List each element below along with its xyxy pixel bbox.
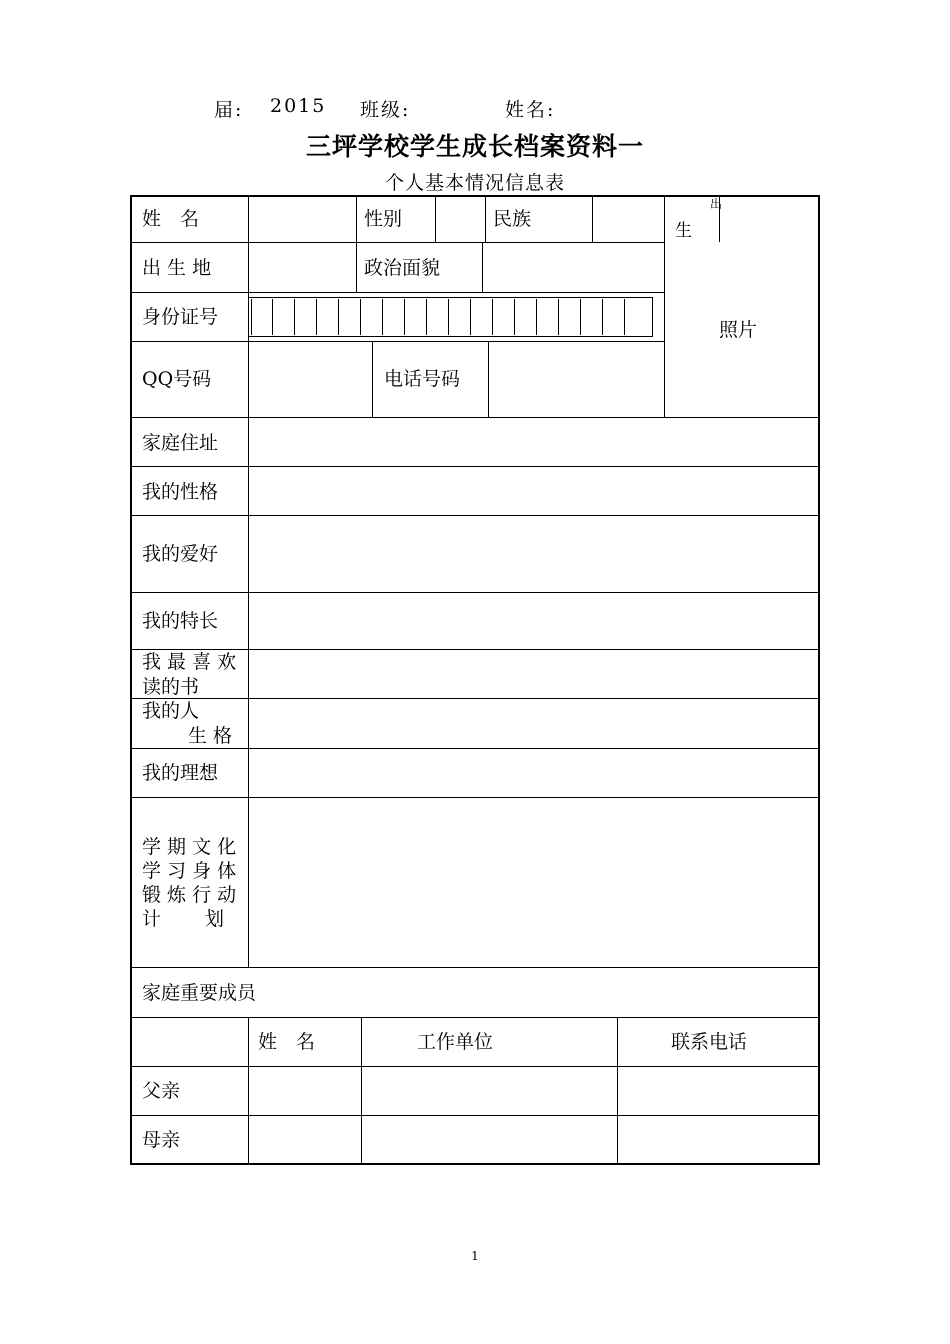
birthplace-label: 出 生 地 — [142, 257, 212, 279]
student-info-form — [130, 195, 820, 1165]
favorite-book-label-1: 我 最 喜 欢 — [142, 651, 237, 673]
favorite-book-label-2: 读的书 — [142, 676, 200, 698]
id-digit-box — [294, 299, 295, 335]
id-digit-box — [536, 299, 537, 335]
row-line — [130, 292, 664, 293]
cell-divider — [361, 1017, 362, 1165]
id-digit-box — [470, 299, 471, 335]
cell-divider — [485, 195, 486, 242]
row-line — [130, 592, 820, 593]
ethnicity-label: 民族 — [493, 208, 532, 230]
cell-divider — [592, 195, 593, 242]
id-digit-box — [404, 299, 405, 335]
plan-label-4: 计 划 — [142, 908, 225, 930]
ideal-label: 我的理想 — [142, 762, 219, 784]
cell-divider — [488, 341, 489, 417]
row-line — [130, 417, 820, 418]
cell-divider — [356, 195, 357, 242]
page-number: 1 — [471, 1249, 479, 1263]
row-line — [130, 967, 820, 968]
motto-label-1: 我的人 — [142, 700, 200, 722]
document-title: 三坪学校学生成长档案资料一 — [305, 132, 644, 161]
cell-divider — [372, 341, 373, 417]
father-label: 父亲 — [142, 1080, 181, 1102]
id-digit-box — [316, 299, 317, 335]
mother-label: 母亲 — [142, 1129, 181, 1151]
cell-divider — [482, 242, 483, 292]
birth-label-top: 出 — [710, 197, 723, 211]
plan-label-2: 学 习 身 体 — [142, 860, 237, 882]
id-digit-box — [426, 299, 427, 335]
id-digit-box — [251, 299, 252, 335]
row-line — [130, 341, 664, 342]
id-digit-box — [448, 299, 449, 335]
motto-label-2: 生 格 — [188, 725, 233, 747]
row-line — [130, 515, 820, 516]
row-line — [130, 797, 820, 798]
label-column-divider — [248, 1017, 249, 1165]
row-line — [130, 1115, 820, 1116]
id-digit-box — [580, 299, 581, 335]
id-digit-box — [272, 299, 273, 335]
qq-label: QQ号码 — [142, 368, 212, 390]
id-digit-box — [558, 299, 559, 335]
session-year: 2015 — [270, 95, 327, 117]
phone-label: 电话号码 — [384, 368, 461, 390]
gender-label: 性别 — [364, 208, 403, 230]
id-digit-box — [492, 299, 493, 335]
id-digit-box — [382, 299, 383, 335]
specialty-label: 我的特长 — [142, 610, 219, 632]
cell-divider — [617, 1017, 618, 1165]
address-label: 家庭住址 — [142, 432, 219, 454]
photo-label: 照片 — [719, 319, 758, 341]
row-line — [130, 698, 820, 699]
hobby-label: 我的爱好 — [142, 543, 219, 565]
row-line — [130, 748, 820, 749]
id-digit-box — [514, 299, 515, 335]
row-line — [130, 1066, 820, 1067]
id-digit-box — [360, 299, 361, 335]
photo-column-divider — [664, 195, 665, 417]
family-col-work: 工作单位 — [417, 1031, 494, 1053]
birth-label-bottom: 生 — [675, 221, 692, 241]
id-number-label: 身份证号 — [142, 306, 219, 328]
cell-divider — [435, 195, 436, 242]
family-col-name: 姓 名 — [258, 1031, 316, 1053]
row-line — [130, 1017, 820, 1018]
personality-label: 我的性格 — [142, 481, 219, 503]
session-label: 届: — [214, 99, 244, 121]
name-label: 姓 名 — [142, 208, 200, 230]
cell-divider — [356, 242, 357, 292]
id-number-boxes[interactable] — [248, 297, 653, 337]
plan-label-3: 锻 炼 行 动 — [142, 884, 237, 906]
form-subtitle: 个人基本情况信息表 — [384, 172, 565, 194]
row-line — [130, 242, 664, 243]
id-digit-box — [602, 299, 603, 335]
student-name-label: 姓名: — [505, 99, 556, 121]
political-status-label: 政治面貌 — [364, 257, 441, 279]
family-col-contact: 联系电话 — [671, 1031, 748, 1053]
id-digit-box — [338, 299, 339, 335]
row-line — [130, 466, 820, 467]
id-digit-box — [624, 299, 625, 335]
family-members-label: 家庭重要成员 — [142, 982, 257, 1004]
plan-label-1: 学 期 文 化 — [142, 836, 237, 858]
class-label: 班级: — [360, 99, 411, 121]
